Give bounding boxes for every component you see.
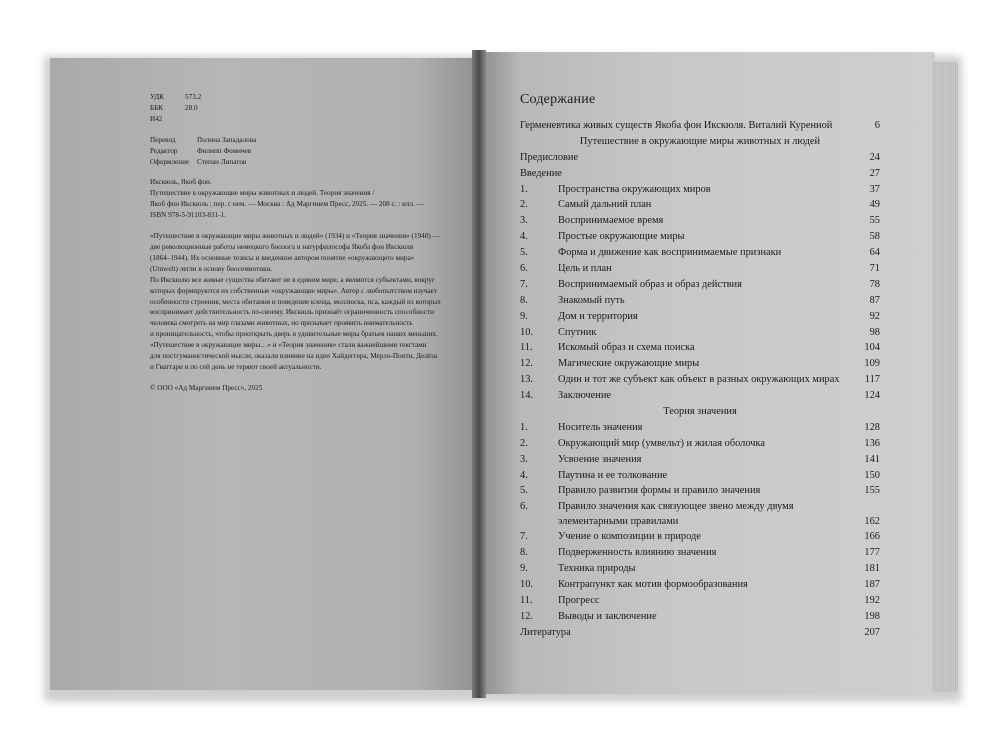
bibliographic-line: ISBN 978-5-91103-831-1. xyxy=(150,211,226,220)
toc-entry-title: Воспринимаемый образ и образ действия xyxy=(558,278,742,290)
toc-entry-number: 3. xyxy=(520,453,528,465)
toc-entry-number: 4. xyxy=(520,469,528,481)
toc-entry xyxy=(520,245,880,261)
toc-entry xyxy=(520,468,880,484)
toc-entry-number: 5. xyxy=(520,247,528,259)
toc-entry-title: Выводы и заключение xyxy=(558,610,657,622)
table-of-contents xyxy=(520,92,880,641)
toc-entry-page: 92 xyxy=(869,310,880,322)
classification-key: УДК xyxy=(150,93,165,101)
toc-entry-title: Усвоение значения xyxy=(558,453,642,465)
toc-entry-title: Простые окружающие миры xyxy=(558,231,685,243)
toc-entry xyxy=(520,309,880,325)
toc-entry xyxy=(520,182,880,198)
toc-entry-page: 124 xyxy=(864,390,880,402)
credit-row xyxy=(150,146,450,157)
toc-entry-number: 6. xyxy=(520,501,528,513)
bibliographic-line: Якоб фон Икскюль ; пер. с нем. — Москва : Ад Маргинем Пресс, 2025. — 208 с. : илл. — xyxy=(150,200,424,209)
toc-entry-title: Учение о композиции в природе xyxy=(558,531,701,543)
toc-entry-number: 8. xyxy=(520,294,528,306)
annotation-line: (1864–1944). Их основные тезисы и введенное автором понятие «окружающего мира» xyxy=(150,253,415,262)
classification-value: 28.0 xyxy=(185,103,198,112)
annotation-line: человека смотреть на мир глазами животных, но призывает проявить внимательность xyxy=(150,319,413,328)
toc-entry xyxy=(520,150,880,166)
toc-entry-page: 150 xyxy=(864,469,880,481)
toc-entry-number: 3. xyxy=(520,215,528,227)
toc-entry-title: Контрапункт как мотив формообразования xyxy=(558,579,748,591)
classification-row xyxy=(150,92,450,103)
toc-entry-title: Окружающий мир (умвельт) и жилая оболочка xyxy=(558,437,765,449)
toc-entry-title: Прогресс xyxy=(558,594,600,606)
toc-entry-title: Один и тот же субъект как объект в разных окружающих мирах xyxy=(558,374,840,386)
toc-entry-page: 198 xyxy=(864,610,880,622)
annotation-line: «Путешествие в окружающие миры…» и «Теория значения» стали важнейшими текстами xyxy=(150,341,427,350)
toc-entry-title: Носитель значения xyxy=(558,421,643,433)
classification-key: ББК xyxy=(150,103,164,112)
credit-role: Перевод xyxy=(150,135,176,144)
toc-entry-number: 10. xyxy=(520,326,533,338)
toc-entry-page: 6 xyxy=(874,120,880,131)
toc-entry-number: 10. xyxy=(520,579,533,591)
toc-entry xyxy=(520,577,880,593)
credit-row xyxy=(150,157,450,168)
toc-entry-page: 128 xyxy=(864,421,880,433)
toc-entry xyxy=(520,261,880,277)
imprint-block xyxy=(150,92,450,394)
toc-entry xyxy=(520,593,880,609)
annotation-line: которых формируются их собственные «окружающие миры». Автор с любопытством изучает xyxy=(150,286,438,295)
toc-entry-title: Паутина и ее толкование xyxy=(558,469,668,481)
toc-entry-page: 166 xyxy=(864,531,880,543)
toc-entry xyxy=(520,545,880,561)
toc-entry-page: 55 xyxy=(869,215,880,227)
classification-row xyxy=(150,114,450,125)
classification-value: 573.2 xyxy=(185,93,202,101)
toc-entry-number: 7. xyxy=(520,531,528,543)
toc-entry-number: 11. xyxy=(520,594,533,606)
annotation-line: «Путешествие в окружающие миры животных и людей» (1934) и «Теория значения» (1940) — xyxy=(150,232,440,241)
toc-entry-page: 24 xyxy=(869,151,880,163)
toc-entry-title: Искомый образ и схема поиска xyxy=(558,342,695,354)
toc-entry-page: 109 xyxy=(864,358,880,370)
credit-role: Оформление xyxy=(150,157,190,166)
annotation-line: воспринимает действительность по-своему. Икскюль признаёт ограниченность способности xyxy=(150,308,434,317)
credit-row xyxy=(150,135,450,146)
annotation-line: две революционные работы немецкого биолога и натурфилософа Якоба фон Икскюля xyxy=(150,242,414,251)
toc-entry-title: Цель и план xyxy=(558,263,612,275)
toc-entry xyxy=(520,293,880,309)
toc-entry xyxy=(520,197,880,213)
toc-entry-number: 7. xyxy=(520,278,528,290)
toc-entry-title: Герменевтика живых существ Якоба фон Икскюля. Виталий Куренной xyxy=(520,120,833,131)
toc-entry xyxy=(520,229,880,245)
toc-entry xyxy=(520,356,880,372)
toc-entry-page: 64 xyxy=(869,247,880,259)
toc-entry-page: 78 xyxy=(869,278,880,290)
toc-entry-page: 117 xyxy=(864,374,880,386)
toc-entry-page: 207 xyxy=(864,626,880,638)
copyright-line: © ООО «Ад Маргинем Пресс», 2025 xyxy=(150,383,263,392)
toc-entry-title: Магические окружающие миры xyxy=(558,358,700,370)
toc-entry-number: 8. xyxy=(520,547,528,559)
bibliographic-line: Путешествие в окружающие миры животных и людей. Теория значения / xyxy=(150,189,375,198)
toc-entry-title: Правило значения как связующее звено между двумя элементарными правилами xyxy=(558,501,794,528)
toc-entry-number: 11. xyxy=(520,342,533,354)
credit-role: Редактор xyxy=(150,146,178,155)
toc-entry-page: 181 xyxy=(864,563,880,575)
toc-entry-page: 177 xyxy=(864,547,880,559)
toc-entry-number: 6. xyxy=(520,263,528,275)
toc-entry-page: 37 xyxy=(869,183,880,195)
toc-entry xyxy=(520,609,880,625)
toc-entry-number: 5. xyxy=(520,485,528,497)
credit-name: Полина Западалова xyxy=(197,135,257,144)
toc-entry-title: Введение xyxy=(520,167,562,179)
toc-entry xyxy=(520,529,880,545)
toc-entry-title: Дом и территория xyxy=(558,310,638,322)
toc-entry-title: Заключение xyxy=(558,390,611,402)
toc-entry-page: 98 xyxy=(869,326,880,338)
classification-key: И42 xyxy=(150,114,163,123)
annotation-line: По Икскюлю все живые существа обитают не в едином мире, а являются субъектами, вокруг xyxy=(150,275,435,284)
toc-entry xyxy=(520,499,880,529)
toc-entry-number: 1. xyxy=(520,421,528,433)
toc-entry-number: 13. xyxy=(520,374,533,386)
toc-entry-page: 87 xyxy=(869,294,880,306)
toc-entry-page: 141 xyxy=(864,453,880,465)
toc-entry-title: Техника природы xyxy=(558,563,636,575)
toc-entry xyxy=(520,340,880,356)
toc-entry-title: Правило развития формы и правило значения xyxy=(558,485,761,497)
toc-entry-page: 136 xyxy=(864,437,880,449)
toc-entry-page: 58 xyxy=(869,231,880,243)
credit-name: Филипп Фомичев xyxy=(197,146,252,155)
annotation-line: и Гваттари и по сей день не теряют своей актуальности. xyxy=(150,362,322,371)
toc-entry xyxy=(520,166,880,182)
toc-entry-title: Знакомый путь xyxy=(558,294,625,306)
toc-entry-page: 49 xyxy=(869,199,880,211)
toc-entry-number: 4. xyxy=(520,231,528,243)
toc-entry-number: 1. xyxy=(520,183,528,195)
part-one-heading: Путешествие в окружающие миры животных и людей xyxy=(579,135,821,147)
toc-entry-number: 14. xyxy=(520,390,533,402)
toc-entry xyxy=(520,372,880,388)
toc-literature-entry xyxy=(520,625,880,641)
credits-block xyxy=(150,135,450,168)
toc-entry-title: Воспринимаемое время xyxy=(558,215,664,227)
toc-entry xyxy=(520,277,880,293)
toc-entry xyxy=(520,452,880,468)
toc-entry-title: Подверженность влиянию значения xyxy=(558,547,717,559)
book-gutter xyxy=(472,50,486,698)
toc-entry-page: 155 xyxy=(864,485,880,497)
toc-entry-title: Пространства окружающих миров xyxy=(558,183,711,195)
annotation-line: и проницательность, чтобы приоткрыть дверь в удивительные миры братьев наших меньших. xyxy=(150,330,438,339)
credit-name: Степан Липатов xyxy=(197,157,247,166)
annotation-line: (Umwelt) легли в основу биосемиотики. xyxy=(150,264,273,273)
toc-entry-page: 187 xyxy=(864,579,880,591)
bibliographic-record xyxy=(150,177,450,221)
toc-entry-title: Литература xyxy=(520,626,571,638)
annotation-line: особенности строения, места обитания и поведение клеща, моллюска, пса, каждый из которых xyxy=(150,297,441,306)
toc-entry xyxy=(520,483,880,499)
classification-row xyxy=(150,103,450,114)
part-two-heading: Теория значения xyxy=(663,406,737,418)
toc-entry-title: Форма и движение как воспринимаемые признаки xyxy=(558,247,782,259)
toc-entry-page: 104 xyxy=(864,342,880,354)
toc-entry xyxy=(520,388,880,404)
toc-entry-title: Самый дальний план xyxy=(558,199,652,211)
toc-entry-page: 162 xyxy=(864,516,880,528)
toc-entry-number: 12. xyxy=(520,610,533,622)
toc-entry-page: 192 xyxy=(864,594,880,606)
toc-entry-number: 9. xyxy=(520,310,528,322)
toc-entry-title: Спутник xyxy=(558,326,597,338)
toc-title: Содержание xyxy=(520,92,596,107)
toc-entry-number: 9. xyxy=(520,563,528,575)
toc-entry-page: 71 xyxy=(869,263,880,275)
toc-entry-number: 2. xyxy=(520,437,528,449)
toc-entry xyxy=(520,436,880,452)
toc-intro-entry xyxy=(520,118,880,134)
classification-block xyxy=(150,92,450,125)
annotation-line: для постгуманистической мысли, оказали влияние на идеи Хайдеггера, Мерло-Понти, Делёза xyxy=(150,352,438,361)
toc-entry xyxy=(520,213,880,229)
toc-entry-number: 2. xyxy=(520,199,528,211)
toc-entry xyxy=(520,561,880,577)
page-edges xyxy=(932,62,958,692)
annotation-text xyxy=(150,231,450,373)
toc-entry xyxy=(520,420,880,436)
toc-entry-title: Предисловие xyxy=(520,151,579,163)
bibliographic-line: Икскюль, Якоб фон. xyxy=(150,178,212,187)
toc-entry-page: 27 xyxy=(869,167,880,179)
toc-entry-number: 12. xyxy=(520,358,533,370)
toc-entry xyxy=(520,325,880,341)
